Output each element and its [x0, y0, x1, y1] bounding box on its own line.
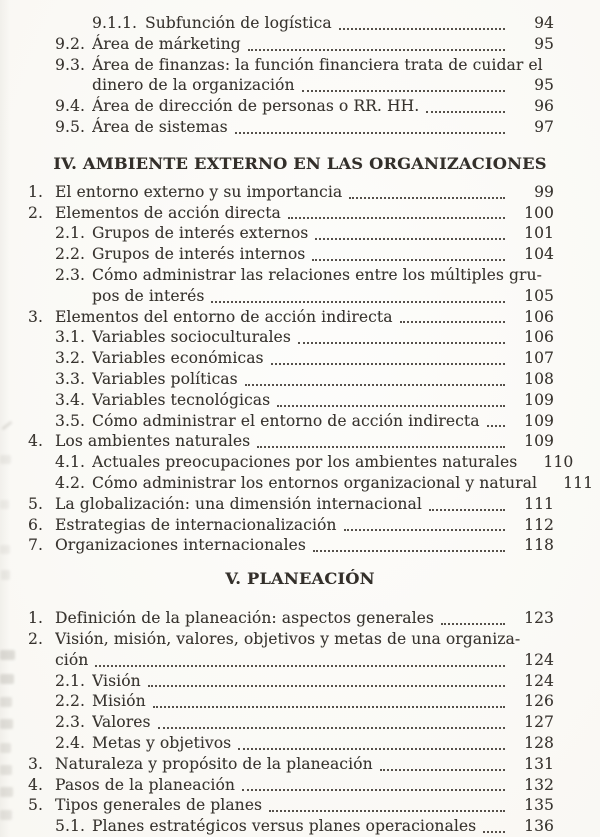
dot-leader [245, 384, 505, 386]
dot-leader [269, 810, 505, 812]
toc-row [0, 712, 600, 733]
dot-leader [313, 550, 505, 552]
entry-number: 7. [28, 536, 43, 555]
entry-title: Metas y objetivos [92, 733, 232, 752]
page-number: 107 [524, 349, 554, 368]
toc-row [0, 327, 600, 348]
toc-row [0, 431, 600, 452]
toc-row [0, 307, 600, 328]
toc-row [0, 473, 600, 494]
entry-number: 9.1.1. [92, 14, 137, 32]
toc-row [0, 348, 600, 369]
entry-number: 2.1. [55, 671, 85, 690]
entry-number: 3.4. [55, 390, 85, 409]
page-number: 106 [524, 328, 554, 347]
entry-title: Los ambientes naturales [55, 432, 251, 451]
entry-title: Variables socioculturales [92, 328, 291, 347]
page-number: 111 [524, 494, 554, 513]
page-number: 109 [524, 432, 554, 451]
toc-row [0, 223, 600, 244]
entry-title: Cómo administrar el entorno de acción indirecta [92, 411, 480, 430]
toc-row [0, 203, 600, 224]
entry-number: 4.1. [55, 453, 85, 472]
toc-section [0, 153, 600, 556]
entry-number: 1. [28, 182, 43, 201]
entry-title: Elementos de acción directa [55, 203, 281, 222]
page-number: 124 [524, 650, 554, 669]
entry-title: Cómo administrar las relaciones entre los múltiples gru- [92, 265, 542, 284]
dot-leader [277, 405, 505, 407]
toc-row [0, 754, 600, 775]
entry-number: 6. [28, 515, 43, 534]
entry-number: 3.2. [55, 349, 85, 368]
toc-row [0, 775, 600, 796]
entry-number: 5.1. [55, 817, 85, 836]
page-number: 97 [534, 117, 554, 136]
entry-title: La globalización: una dimensión internacional [55, 494, 422, 513]
toc-row [0, 244, 600, 265]
page-number: 109 [524, 411, 554, 430]
page-number: 126 [524, 692, 554, 711]
toc-row [0, 452, 600, 473]
page-number: 136 [524, 817, 554, 836]
dot-leader [339, 28, 505, 30]
toc-row [0, 13, 600, 34]
entry-title: Grupos de interés externos [92, 224, 309, 243]
page-number: 135 [524, 796, 554, 815]
entry-title: Cómo administrar los entornos organizacional y natural [92, 473, 538, 492]
dot-leader [238, 748, 505, 750]
entry-number: 3.3. [55, 369, 85, 388]
page-number: 94 [534, 14, 554, 32]
dot-leader [344, 529, 505, 531]
entry-number: 2.2. [55, 245, 85, 264]
entry-number: 5. [28, 796, 43, 815]
page-number: 111 [563, 473, 594, 492]
page-number: 108 [524, 369, 554, 388]
dot-leader [153, 706, 505, 708]
toc-row [0, 265, 600, 286]
dot-leader [235, 132, 505, 134]
entry-title: ción [55, 650, 89, 669]
entry-title: Área de márketing [92, 34, 241, 53]
entry-title: Planes estratégicos versus planes operacionales [92, 817, 477, 836]
toc-row [0, 55, 600, 76]
page-number: 101 [524, 224, 554, 243]
entry-number: 9.2. [55, 34, 85, 53]
page-number: 95 [534, 34, 554, 53]
page-number: 100 [524, 203, 554, 222]
toc-row [0, 34, 600, 55]
toc-row [0, 629, 600, 650]
dot-leader [271, 363, 505, 365]
toc-row [0, 286, 600, 307]
entry-number: 3. [28, 754, 43, 773]
section-rows [0, 608, 600, 837]
entry-number: 3.5. [55, 411, 85, 430]
section-rows [0, 182, 600, 556]
entry-title: Área de finanzas: la función financiera trata de cuidar el [92, 55, 543, 74]
entry-title: Variables políticas [92, 369, 238, 388]
entry-title: Subfunción de logística [145, 14, 332, 32]
entry-number: 9.3. [55, 55, 85, 74]
entry-number: 2.4. [55, 733, 85, 752]
page-number: 131 [524, 754, 554, 773]
toc-row [0, 691, 600, 712]
dot-leader [426, 111, 505, 113]
section-heading: V. PLANEACIÓN [225, 569, 375, 589]
page-number: 123 [524, 609, 554, 628]
toc-row [0, 733, 600, 754]
entry-title: Misión [92, 692, 146, 711]
entry-title: El entorno externo y su importancia [55, 182, 343, 201]
entry-number: 3.1. [55, 328, 85, 347]
entry-number: 2.2. [55, 692, 85, 711]
entry-number: 2.1. [55, 224, 85, 243]
toc-row [0, 494, 600, 515]
dot-leader [302, 90, 505, 92]
entry-number: 1. [28, 609, 43, 628]
page-number: 106 [524, 307, 554, 326]
dot-leader [349, 197, 505, 199]
dot-leader [312, 259, 505, 261]
dot-leader [380, 769, 505, 771]
page-number: 109 [524, 390, 554, 409]
entry-title: Definición de la planeación: aspectos generales [55, 609, 434, 628]
entry-title: Valores [92, 713, 151, 732]
page-number: 132 [524, 775, 554, 794]
entry-title: Elementos del entorno de acción indirecta [55, 307, 393, 326]
dot-leader [148, 685, 505, 687]
dot-leader [248, 49, 505, 51]
page-number: 95 [534, 76, 554, 95]
entry-number: 2.3. [55, 265, 85, 284]
toc-row [0, 96, 600, 117]
dot-leader [298, 342, 505, 344]
page-number: 124 [524, 671, 554, 690]
toc-row [0, 535, 600, 556]
entry-title: Visión [92, 671, 141, 690]
toc-row [0, 117, 600, 138]
toc-row [0, 515, 600, 536]
page-number: 99 [534, 182, 554, 201]
toc-row [0, 182, 600, 203]
entry-title: Actuales preocupaciones por los ambientes naturales [92, 453, 518, 472]
toc-row [0, 608, 600, 629]
dot-leader [441, 623, 505, 625]
toc-row [0, 411, 600, 432]
dot-leader [487, 425, 505, 427]
entry-title: Área de dirección de personas o RR. HH. [92, 97, 420, 116]
dot-leader [257, 446, 505, 448]
toc-row [0, 795, 600, 816]
toc-section [0, 568, 600, 837]
toc-row [0, 369, 600, 390]
section-heading: IV. AMBIENTE EXTERNO EN LAS ORGANIZACIONES [53, 153, 547, 173]
entry-title: Naturaleza y propósito de la planeación [55, 754, 373, 773]
section-rows [0, 13, 600, 138]
entry-title: Variables económicas [92, 349, 264, 368]
dot-leader [400, 321, 505, 323]
page-number: 96 [534, 97, 554, 116]
page-number: 112 [524, 515, 554, 534]
entry-number: 2.3. [55, 713, 85, 732]
entry-title: Estrategias de internacionalización [55, 515, 337, 534]
toc-section [0, 13, 600, 138]
entry-title: Organizaciones internacionales [55, 536, 306, 555]
page-number: 110 [543, 453, 574, 472]
entry-title: Variables tecnológicas [92, 390, 271, 409]
dot-leader [315, 238, 505, 240]
dot-leader [288, 217, 505, 219]
entry-number: 9.5. [55, 117, 85, 136]
dot-leader [95, 665, 505, 667]
dot-leader [429, 509, 505, 511]
entry-title: Tipos generales de planes [55, 796, 263, 815]
entry-number: 4. [28, 775, 43, 794]
entry-title: Grupos de interés internos [92, 245, 306, 264]
toc-row [0, 816, 600, 837]
toc-row [0, 671, 600, 692]
entry-title: Visión, misión, valores, objetivos y metas de una organiza- [55, 629, 521, 648]
page-number: 128 [524, 733, 554, 752]
dot-leader [158, 727, 505, 729]
entry-title: Área de sistemas [92, 117, 228, 136]
entry-number: 4.2. [55, 473, 85, 492]
toc-row [0, 390, 600, 411]
dot-leader [242, 789, 505, 791]
entry-number: 3. [28, 307, 43, 326]
entry-number: 2. [28, 203, 43, 222]
page-number: 105 [524, 286, 554, 305]
entry-number: 9.4. [55, 97, 85, 116]
page-number: 118 [524, 536, 554, 555]
entry-number: 2. [28, 629, 43, 648]
page-number: 127 [524, 713, 554, 732]
entry-title: pos de interés [92, 286, 205, 305]
entry-number: 4. [28, 432, 43, 451]
entry-number: 5. [28, 494, 43, 513]
dot-leader [483, 831, 505, 833]
entry-title: dinero de la organización [92, 76, 295, 95]
toc-row [0, 650, 600, 671]
dot-leader [211, 301, 505, 303]
entry-title: Pasos de la planeación [55, 775, 235, 794]
toc-row [0, 75, 600, 96]
page-number: 104 [524, 245, 554, 264]
